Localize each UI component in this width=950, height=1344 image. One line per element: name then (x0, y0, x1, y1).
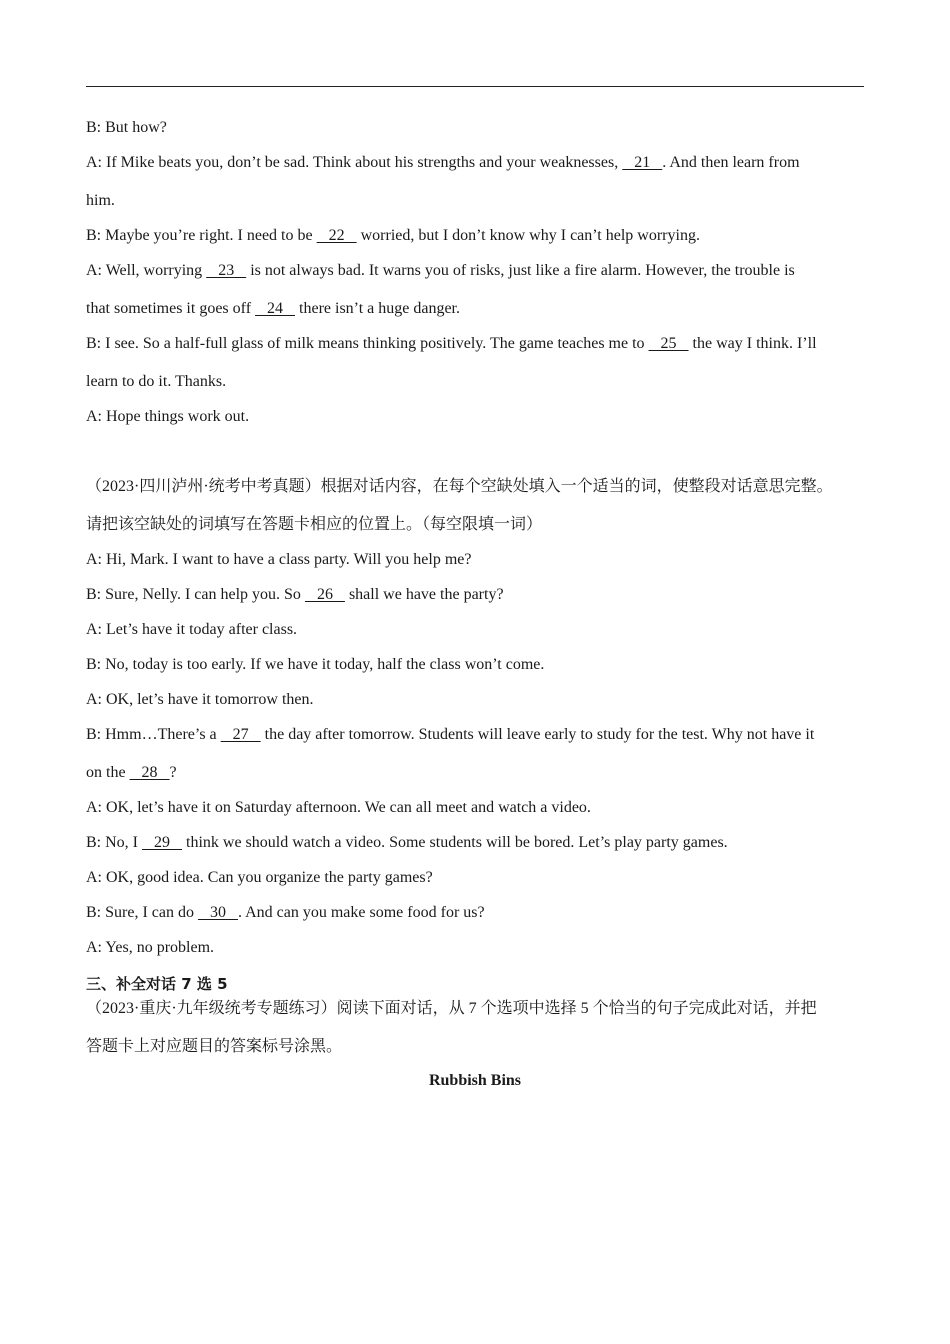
instruction-line: 答题卡上对应题目的答案标号涂黑。 (86, 1038, 343, 1055)
blank-21: 21 (622, 154, 663, 171)
dialogue-line: A: Let’s have it today after class. (86, 621, 298, 638)
dialogue-line: B: But how? (86, 119, 167, 136)
dialogue-line: A: OK, let’s have it on Saturday afternoon. We can all meet and watch a video. (86, 799, 591, 816)
instruction-line: 请把该空缺处的词填写在答题卡相应的位置上。（每空限填一词） (86, 516, 543, 533)
dialogue-line: B: I see. So a half-full glass of milk means thinking positively. The game teaches me to 25 the way I think. I’ll (86, 335, 817, 352)
dialogue-line: A: OK, good idea. Can you organize the party games? (86, 869, 433, 886)
blank-27: 27 (220, 726, 261, 743)
dialogue-line: on the 28 ? (86, 764, 177, 781)
dialogue-line: B: Sure, I can do 30 . And can you make some food for us? (86, 904, 485, 921)
blank-28: 28 (129, 764, 170, 781)
passage-title: Rubbish Bins (428, 1072, 522, 1089)
instruction-line: （2023·重庆·九年级统考专题练习）阅读下面对话，从 7 个选项中选择 5 个恰当的句子完成此对话，并把 (86, 1000, 817, 1017)
dialogue-line: A: Yes, no problem. (86, 939, 215, 956)
dialogue-line: A: Hi, Mark. I want to have a class party. Will you help me? (86, 551, 472, 568)
dialogue-line: B: Hmm…There’s a 27 the day after tomorrow. Students will leave early to study for the test. Why not have it (86, 726, 815, 743)
dialogue-line: learn to do it. Thanks. (86, 373, 227, 390)
dialogue-line: B: No, today is too early. If we have it today, half the class won’t come. (86, 656, 545, 673)
header-rule (86, 86, 864, 87)
dialogue-line: him. (86, 192, 115, 209)
dialogue-line: B: Maybe you’re right. I need to be 22 worried, but I don’t know why I can’t help worrying. (86, 227, 700, 244)
dialogue-line: A: Well, worrying 23 is not always bad. It warns you of risks, just like a fire alarm. However, the trouble is (86, 262, 795, 279)
instruction-line: （2023·四川泸州·统考中考真题）根据对话内容，在每个空缺处填入一个适当的词，使整段对话意思完整。 (86, 478, 833, 495)
blank-24: 24 (255, 300, 296, 317)
blank-29: 29 (142, 834, 182, 851)
dialogue-line: B: Sure, Nelly. I can help you. So 26 shall we have the party? (86, 586, 504, 603)
blank-26: 26 (304, 586, 345, 603)
dialogue-line: B: No, I 29 think we should watch a video. Some students will be bored. Let’s play party games. (86, 834, 728, 851)
blank-23: 23 (206, 262, 247, 279)
blank-30: 30 (197, 904, 238, 921)
dialogue-line: A: Hope things work out. (86, 408, 250, 425)
dialogue-line: A: If Mike beats you, don’t be sad. Think about his strengths and your weaknesses, 21 . And then learn from (86, 154, 800, 171)
section-heading: 三、补全对话 7 选 5 (86, 975, 228, 993)
dialogue-line: that sometimes it goes off 24 there isn’t a huge danger. (86, 300, 460, 317)
dialogue-line: A: OK, let’s have it tomorrow then. (86, 691, 314, 708)
blank-25: 25 (648, 335, 689, 352)
blank-22: 22 (316, 227, 357, 244)
